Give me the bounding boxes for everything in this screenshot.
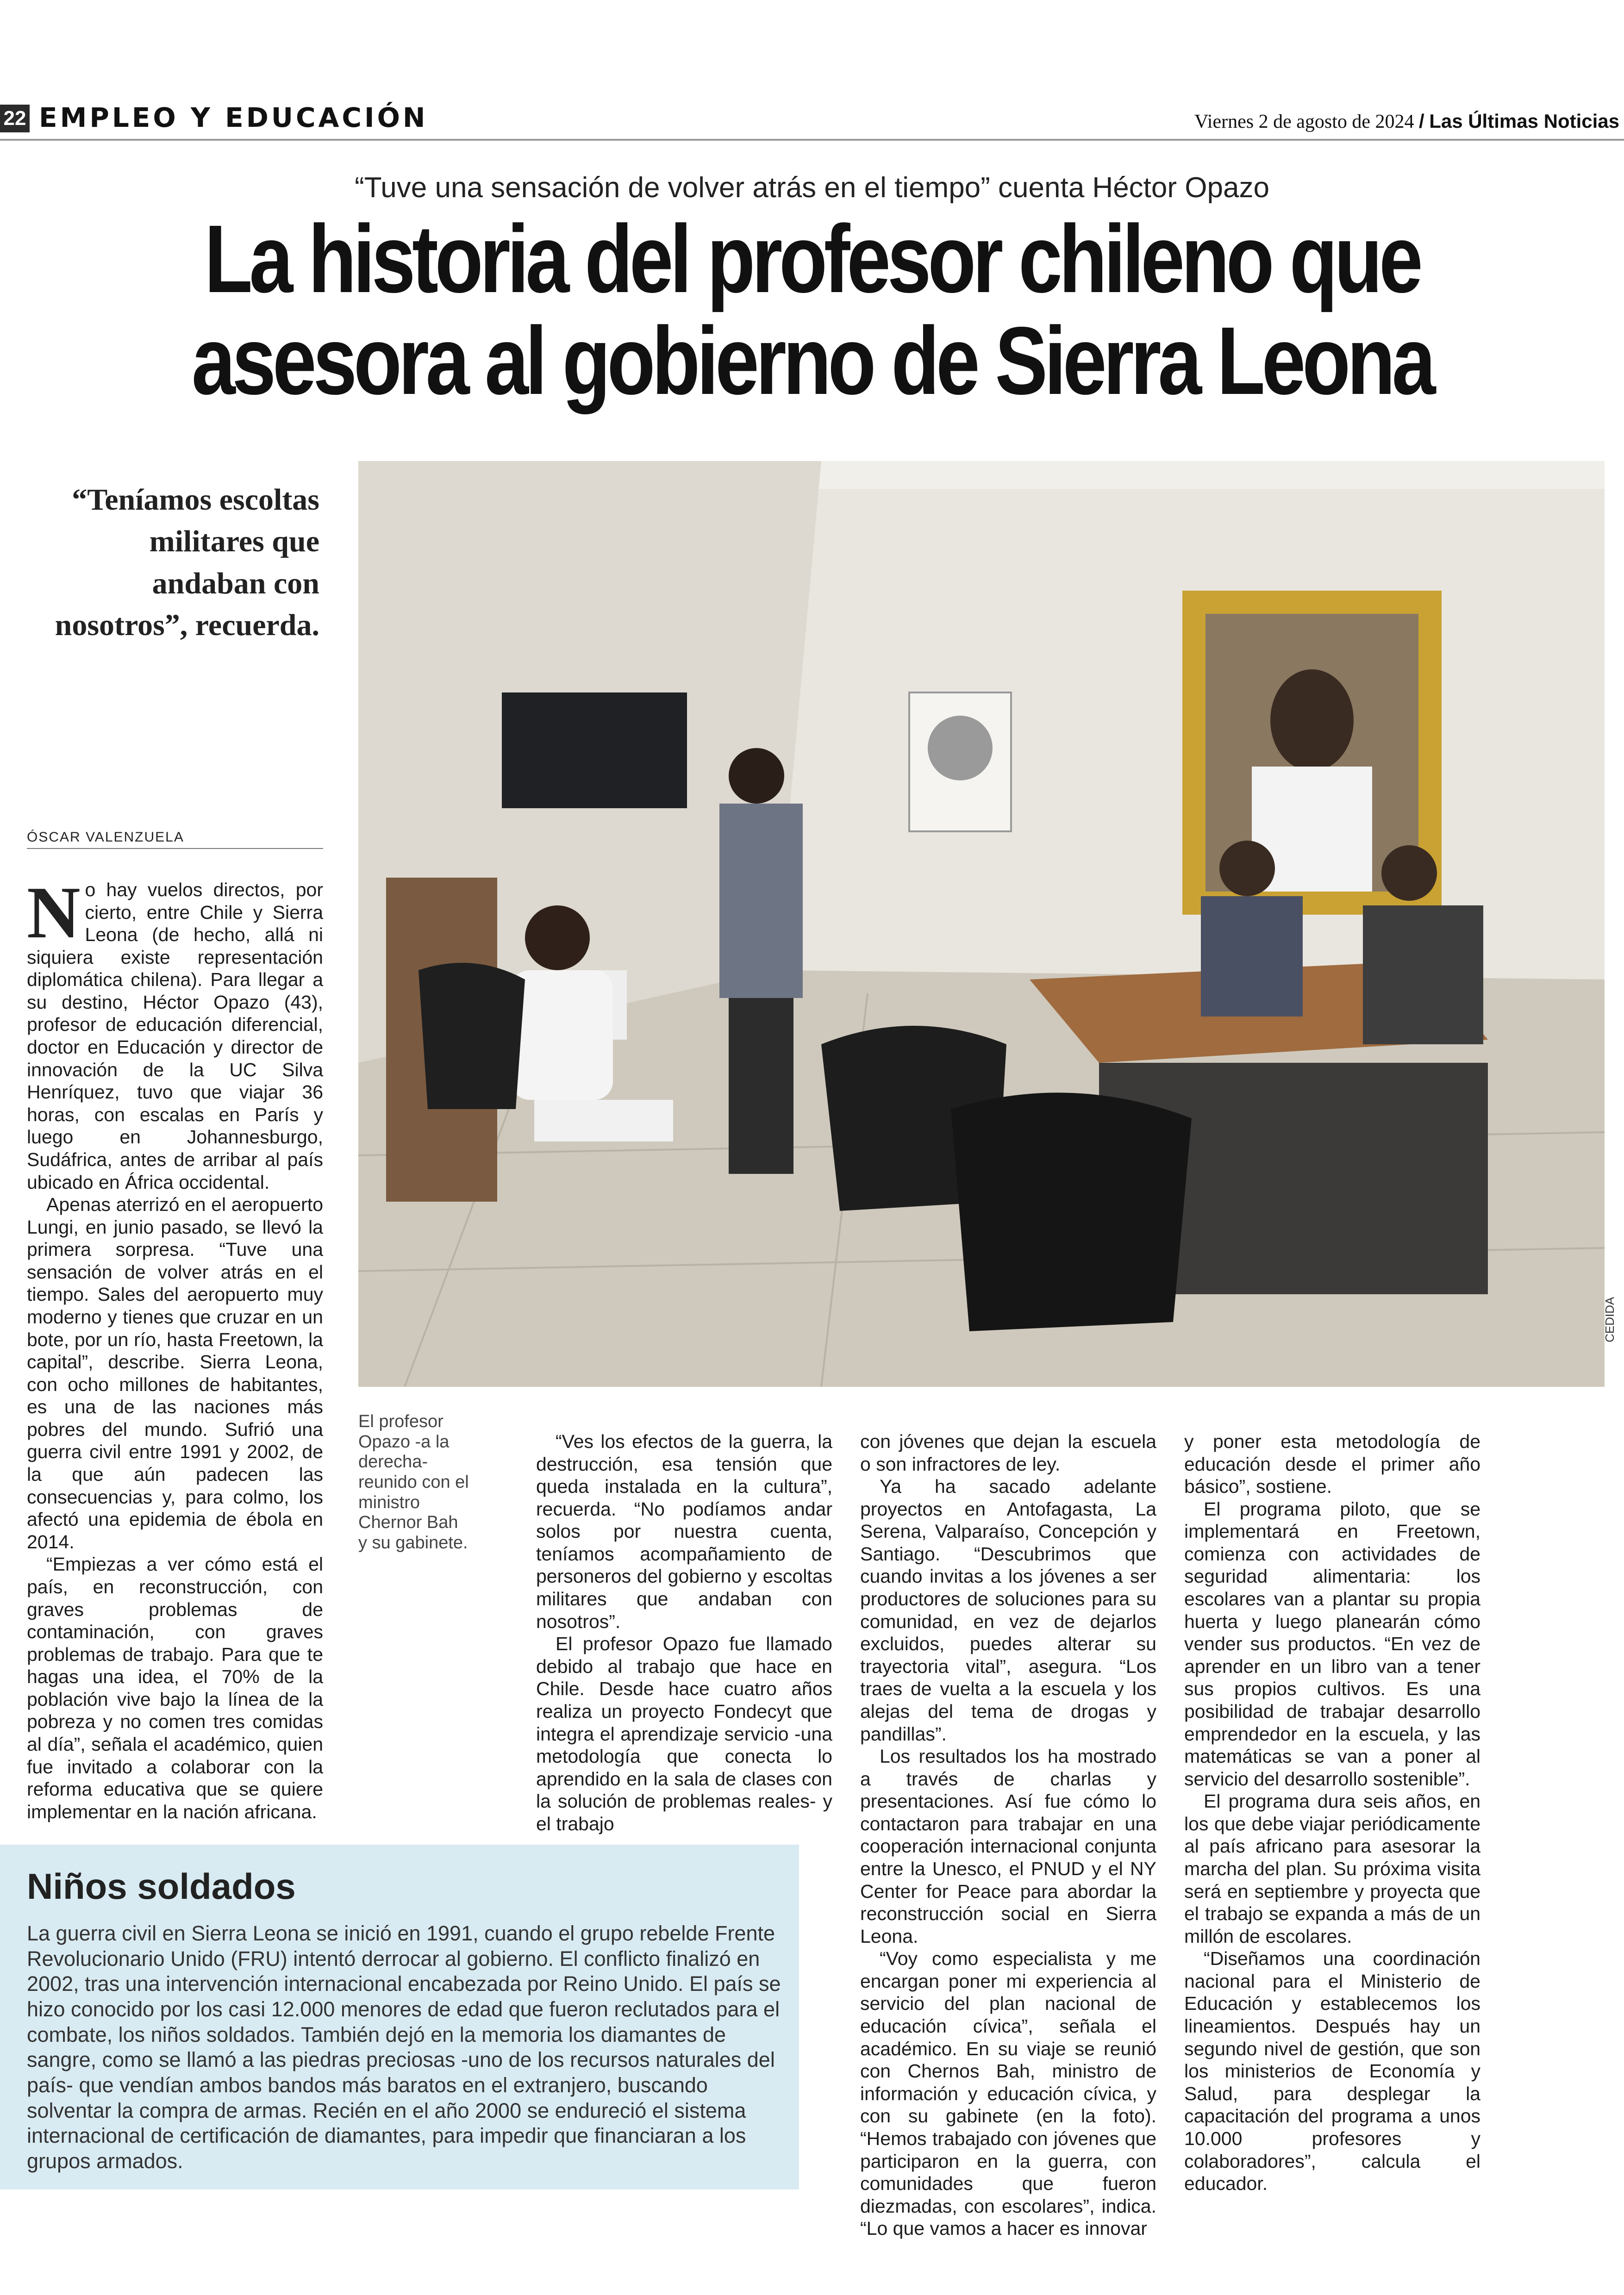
paragraph: No hay vuelos directos, por cierto, entre Chile y Sierra Leona (de hecho, allá ni siquiera existe representación diplomática chilena). Para llegar a su destino, Héctor Opazo (43), profesor de educación diferencial, doctor en Educación y director de innovación de la UC Silva Henríquez, tuvo que viajar 36 horas, con escalas en París y luego en Johannesburgo, Sudáfrica, antes de arribar al país ubicado en África occidental. (27, 871, 323, 1193)
paragraph: con jóvenes que dejan la escuela o son infractores de ley. (860, 1431, 1156, 1475)
column-3 (860, 1430, 1156, 2240)
paragraph: “Diseñamos una coordinación nacional para el Ministerio de Educación y establecemos los lineamientos. Después hay un segundo nivel de gestión, que son los ministerios de Economía y Salud, para desplegar la capacitación del programa a unos 10.000 profesores y colaboradores”, calcula el educador. (1184, 1948, 1480, 2195)
dateline-separator: / (1419, 110, 1424, 132)
byline-rule (27, 848, 323, 849)
pull-quote: “Teníamos escoltas militares que andaban con nosotros”, recuerda. (55, 483, 319, 642)
paragraph: y poner esta metodología de educación desde el primer año básico”, sostiene. (1184, 1431, 1480, 1497)
column-2 (536, 1430, 832, 1835)
dateline (1194, 110, 1619, 133)
publication-name: Las Últimas Noticias (1429, 110, 1619, 132)
headline (146, 206, 1478, 415)
byline: ÓSCAR VALENZUELA (27, 829, 184, 845)
paragraph: Los resultados los ha mostrado a través de charlas y presentaciones. Así fue cómo lo contactaron para trabajar en una cooperación internacional conjunta entre la Unesco, el PNUD y el NY Center for Peace para abordar la reconstrucción social en Sierra Leona. (860, 1746, 1156, 1947)
paragraph: El profesor Opazo fue llamado debido al trabajo que hace en Chile. Desde hace cuatro años realiza un proyecto Fondecyt que integra el aprendizaje servicio -una metodología que conecta lo aprendido en la sala de clases con la solución de problemas reales- y el trabajo (536, 1633, 832, 1834)
photo-credit: CEDIDA (1603, 1297, 1617, 1342)
headline-line-2: asesora al gobierno de Sierra Leona (191, 307, 1433, 415)
paragraph: “Ves los efectos de la guerra, la destrucción, esa tensión que queda instalada en la cultura”, recuerda. “No podíamos andar solos por nuestra cuenta, teníamos acompañamiento de personeros del gobierno y escoltas militares que andaban con nosotros”. (536, 1431, 832, 1632)
meeting-photo-illustration (358, 461, 1605, 1387)
headline-line-1: La historia del profesor chileno que (204, 206, 1420, 313)
kicker: “Tuve una sensación de volver atrás en el tiempo” cuenta Héctor Opazo (355, 172, 1269, 204)
paragraph: El programa piloto, que se implementará en Freetown, comienza con actividades de seguridad alimentaria: los escolares van a plantar su propia huerta y luego planearán cómo vender sus productos. “En vez de aprender en un libro van a tener sus propios cultivos. Es una posibilidad de trabajar desarrollo emprendedor en la escuela, y las matemáticas se van a poner al servicio del desarrollo sostenible”. (1184, 1498, 1480, 1790)
issue-date: Viernes 2 de agosto de 2024 (1194, 111, 1414, 132)
paragraph: Ya ha sacado adelante proyectos en Antofagasta, La Serena, Valparaíso, Concepción y Santiago. “Descubrimos que cuando invitas a los jóvenes a ser productores de soluciones para su comunidad, en vez de dejarlos excluidos, puedes alterar su trayectoria vital”, asegura. “Los traes de vuelta a la escuela y los alejas del tema de drogas y pandillas”. (860, 1476, 1156, 1745)
paragraph: “Voy como especialista y me encargan poner mi experiencia al servicio del plan nacional de educación cívica”, señala el académico. En su viaje se reunió con Chernos Bah, ministro de información y educación cívica, y con su gabinete (en la foto). “Hemos trabajado con jóvenes que participaron en la guerra, con comunidades que fueron diezmadas, con escolares”, indica. “Lo que vamos a hacer es innovar (860, 1948, 1156, 2239)
drop-cap: N (27, 871, 81, 954)
paragraph: El programa dura seis años, en los que debe viajar periódicamente al país africano para asesorar la marcha del plan. Su próxima visita será en septiembre y proyecta que el trabajo se expanda a más de un millón de escolares. (1184, 1790, 1480, 1947)
paragraph: Apenas aterrizó en el aeropuerto Lungi, en junio pasado, se llevó la primera sorpresa. “Tuve una sensación de volver atrás en el tiempo. Sales del aeropuerto muy moderno y tienes que cruzar en un bote, por un río, hasta Freetown, la capital”, describe. Sierra Leona, con ocho millones de habitantes, es una de las naciones más pobres del mundo. Sufrió una guerra civil entre 1991 y 2002, de la que aún padecen las consecuencias y, para colmo, los afectó una epidemia de ébola en 2014. (27, 1194, 323, 1553)
column-4 (1184, 1430, 1480, 2195)
sidebar-body: La guerra civil en Sierra Leona se inició en 1991, cuando el grupo rebelde Frente Revolucionario Unido (FRU) intentó derrocar al gobierno. El conflicto finalizó en 2002, tras una intervención internacional encabezada por Reino Unido. El país se hizo conocido por los casi 12.000 menores de edad que fueron reclutados para el combate, los niños soldados. También dejó en la memoria los diamantes de sangre, como se llamó a las piedras preciosas -uno de los recursos naturales del país- que vendían ambos bandos más baratos en el extranjero, buscando solventar la compra de armas. Recién en el año 2000 se endureció el sistema internacional de certificación de diamantes, para impedir que financiaran a los grupos armados. (27, 1921, 781, 2173)
sidebar-title: Niños soldados (27, 1866, 296, 1907)
page-number: 22 (0, 105, 30, 132)
header-rule (0, 139, 1624, 141)
article-photo (358, 461, 1605, 1387)
paragraph: “Empiezas a ver cómo está el país, en reconstrucción, con graves problemas de contaminación, con graves problemas de trabajo. Para que te hagas una idea, el 70% de la población vive bajo la línea de la pobreza y no comen tres comidas al día”, señala el académico, quien fue invitado a colaborar con la reforma educativa que se quiere implementar en la nación africana. (27, 1553, 323, 1822)
photo-caption: El profesor Opazo -a la derecha- reunido con el ministro Chernor Bah y su gabinete. (358, 1412, 469, 1553)
section-title: EMPLEO Y EDUCACIÓN (39, 102, 428, 133)
column-1 (27, 871, 323, 1823)
